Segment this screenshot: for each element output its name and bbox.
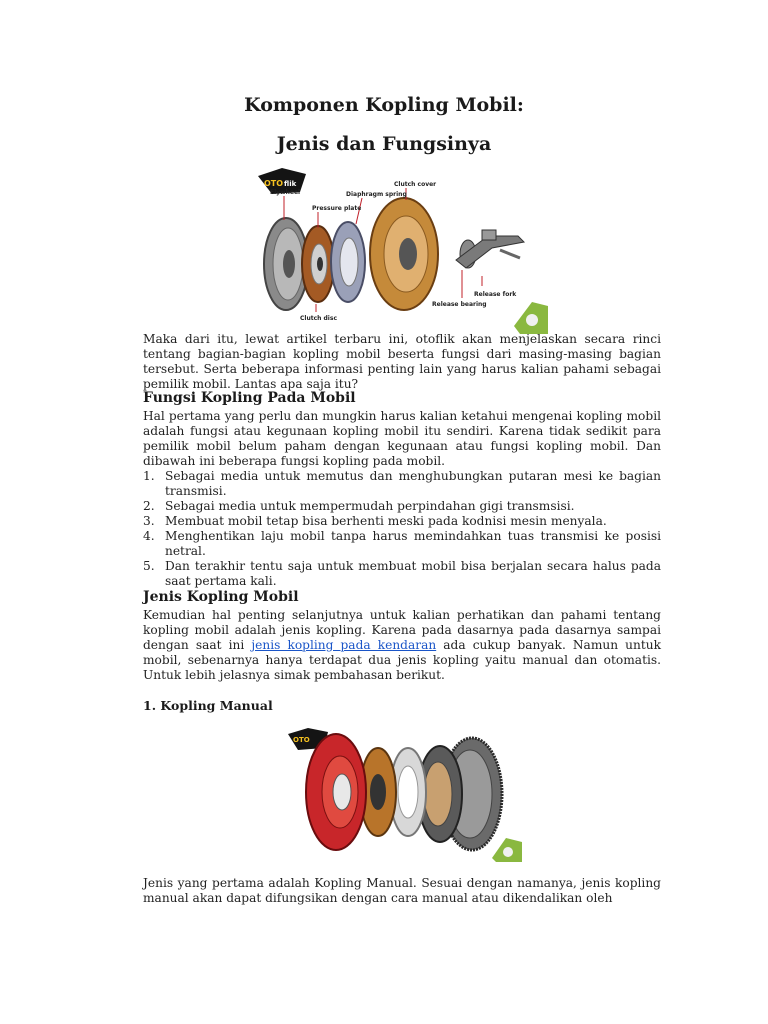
subsection-kopling-manual-body <box>143 876 661 906</box>
section-fungsi-body <box>143 409 661 589</box>
list-item: 1. Sebagai media untuk memutus dan menghubungkan putaran mesi ke bagian transmisi. <box>143 469 661 498</box>
label-flywheel: Flywheel <box>270 189 301 196</box>
list-item: 5. Dan terakhir tentu saja untuk membuat mobil bisa berjalan secara halus pada saat pertama kali. <box>143 559 661 588</box>
subsection-heading-kopling-manual: 1. Kopling Manual <box>143 698 273 713</box>
list-item: 2. Sebagai media untuk mempermudah perpindahan gigi transmsisi. <box>143 499 575 513</box>
document-title-line1: Komponen Kopling Mobil: <box>244 94 524 116</box>
section-heading-fungsi: Fungsi Kopling Pada Mobil <box>143 390 356 406</box>
svg-text:OTO: OTO <box>293 736 310 744</box>
intro-paragraph <box>143 332 661 392</box>
jenis-kopling-link[interactable]: jenis kopling pada kendaran <box>251 638 437 652</box>
svg-text:flik: flik <box>284 180 297 188</box>
section-jenis-paragraph: Kemudian hal penting selanjutnya untuk kalian perhatikan dan pahami tentang kopling mobil adalah jenis kopling. Karena pada dasarnya pada dasarnya sampai dengan saat ini jenis kopling pada kendaran ada cukup banyak. Namun untuk mobil, sebenarnya hanya terdapat dua jenis kopling yaitu manual dan otomatis. Untuk lebih jelasnya simak pembahasan berikut. <box>143 608 661 682</box>
label-diaphragm-spring: Diaphragm spring <box>346 191 407 198</box>
label-release-fork: Release fork <box>474 291 517 298</box>
section-fungsi-paragraph: Hal pertama yang perlu dan mungkin harus kalian ketahui mengenai kopling mobil adalah fungsi atau kegunaan kopling mobil itu sendiri. Karena tidak sedikit para pemilik mobil belum paham dengan kegunaan atau fungsi kopling mobil. Dan dibawah ini beberapa fungsi kopling pada mobil. <box>143 409 661 468</box>
svg-text:OTO: OTO <box>264 179 284 188</box>
subsection-kopling-manual-paragraph: Jenis yang pertama adalah Kopling Manual. Sesuai dengan namanya, jenis kopling manual akan dapat difungsikan dengan cara manual atau dikendalikan oleh <box>143 876 661 905</box>
list-item: 3. Membuat mobil tetap bisa berhenti meski pada kodnisi mesin menyala. <box>143 514 607 528</box>
fungsi-list <box>143 469 661 589</box>
clutch-exploded-diagram <box>256 166 548 334</box>
intro-text: Maka dari itu, lewat artikel terbaru ini, otoflik akan menjelaskan secara rinci tentang bagian-bagian kopling mobil beserta fungsi dari masing-masing bagian tersebut. Serta beberapa informasi penting lain yang harus kalian pahami sebagai pemilik mobil. Lantas apa saja itu? <box>143 332 661 391</box>
label-clutch-disc: Clutch disc <box>300 315 337 322</box>
manual-clutch-image <box>286 726 522 862</box>
list-item: 4. Menghentikan laju mobil tanpa harus memindahkan tuas transmisi ke posisi netral. <box>143 529 661 558</box>
label-clutch-cover: Clutch cover <box>394 181 437 188</box>
section-heading-jenis: Jenis Kopling Mobil <box>143 589 299 605</box>
section-jenis-body <box>143 608 661 683</box>
label-release-bearing: Release bearing <box>432 301 487 308</box>
label-pressure-plate: Pressure plate <box>312 205 362 212</box>
document-title-line2: Jenis dan Fungsinya <box>276 133 492 155</box>
